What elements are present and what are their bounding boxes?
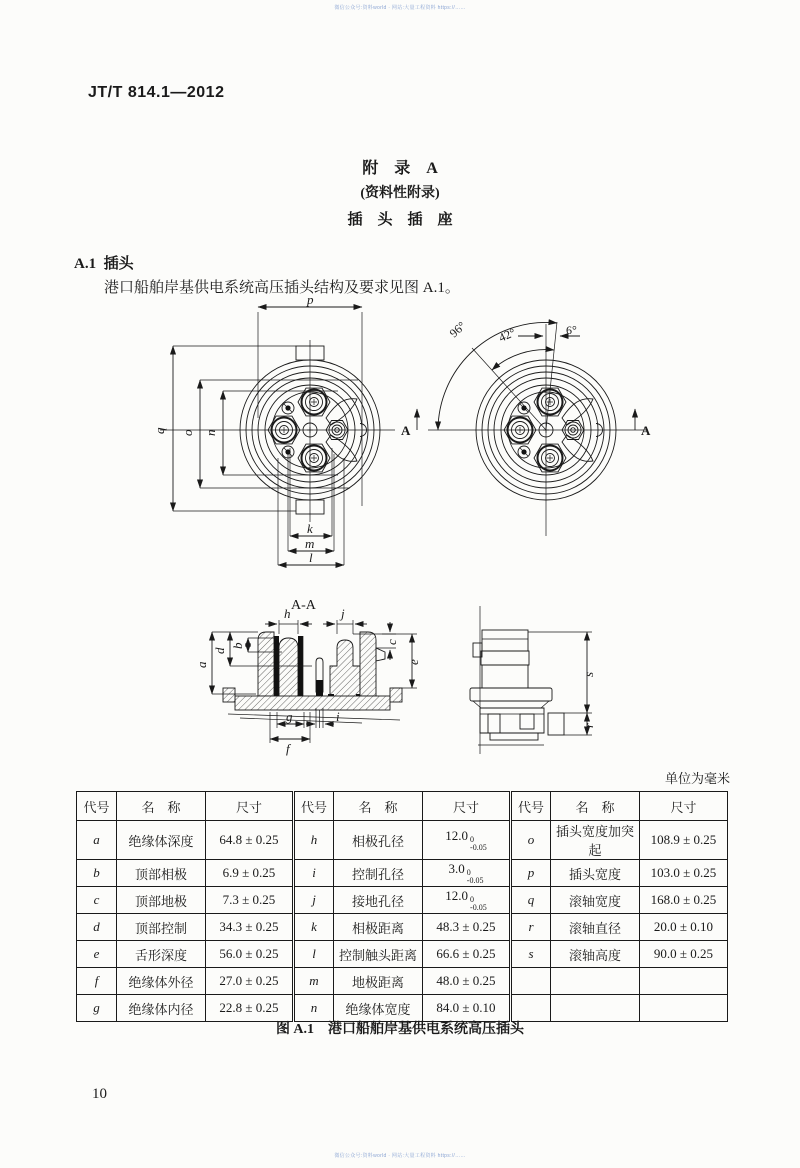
section-view-title: A-A: [291, 598, 316, 613]
dim-label-q: q: [152, 427, 167, 434]
section-body-text: 港口船舶岸基供电系统高压插头结构及要求见图 A.1。: [104, 280, 460, 296]
section-marker-a-right: A: [641, 423, 651, 438]
cell-code: s: [511, 941, 551, 968]
cell-code: m: [294, 968, 334, 995]
cell-dim: 66.6 ± 0.25: [423, 941, 511, 968]
cell-code: q: [511, 887, 551, 914]
cell-name: 顶部地极: [117, 887, 206, 914]
header-dim: 尺寸: [640, 792, 728, 821]
dim-label-j: j: [341, 606, 345, 621]
cell-name: 相极孔径: [334, 821, 423, 860]
cell-code: a: [77, 821, 117, 860]
cell-dim: 27.0 ± 0.25: [206, 968, 294, 995]
dim-label-n: n: [203, 429, 218, 436]
dimension-table: [76, 791, 728, 1022]
cell-code: c: [77, 887, 117, 914]
header-dim: 尺寸: [423, 792, 511, 821]
cell-dim: 48.3 ± 0.25: [423, 914, 511, 941]
angle-label-42: 42°: [496, 325, 518, 345]
cell-name: 控制触头距离: [334, 941, 423, 968]
cell-code: i: [294, 860, 334, 887]
appendix-title: 附 录 A: [362, 160, 438, 177]
cell-dim: 48.0 ± 0.25: [423, 968, 511, 995]
dim-label-l: l: [309, 550, 313, 565]
dim-label-f: f: [286, 741, 290, 756]
cell-dim: [640, 968, 728, 995]
cell-code: k: [294, 914, 334, 941]
cell-name: 绝缘体内径: [117, 995, 206, 1022]
cell-code: j: [294, 887, 334, 914]
cell-code: f: [77, 968, 117, 995]
cell-code: o: [511, 821, 551, 860]
watermark-bottom: 微信公众号:资料world · 网站:大量工程资料 https://……: [334, 1153, 466, 1159]
table-row: [77, 968, 728, 995]
cell-code: e: [77, 941, 117, 968]
cell-name: 舌形深度: [117, 941, 206, 968]
cell-name: 滚轴宽度: [551, 887, 640, 914]
cell-code: b: [77, 860, 117, 887]
cell-name: 插头宽度: [551, 860, 640, 887]
dim-label-e: e: [406, 659, 421, 665]
cell-code: [511, 968, 551, 995]
table-row: [77, 941, 728, 968]
front-view-right: [401, 318, 651, 536]
header-name: 名 称: [551, 792, 640, 821]
cell-dim: 12.0 0 -0.05: [423, 821, 511, 860]
cell-name: 滚轴高度: [551, 941, 640, 968]
cell-code: g: [77, 995, 117, 1022]
cell-code: r: [511, 914, 551, 941]
cell-dim: 56.0 ± 0.25: [206, 941, 294, 968]
doc-number: JT/T 814.1—2012: [88, 84, 225, 101]
header-code: 代号: [77, 792, 117, 821]
cell-name: 插头宽度加突起: [551, 821, 640, 860]
table-row: [77, 914, 728, 941]
cell-dim: 20.0 ± 0.10: [640, 914, 728, 941]
appendix-type-note: (资料性附录): [360, 186, 440, 201]
cell-name: 绝缘体宽度: [334, 995, 423, 1022]
dim-label-r: r: [581, 722, 596, 728]
page-number: 10: [92, 1086, 107, 1102]
dim-label-i: i: [336, 709, 340, 724]
dim-label-k: k: [307, 521, 313, 536]
cell-dim: 103.0 ± 0.25: [640, 860, 728, 887]
cell-dim: 90.0 ± 0.25: [640, 941, 728, 968]
section-heading: A.1 插头: [74, 256, 134, 272]
watermark-top: 微信公众号:资料world · 网站:大量工程资料 https://……: [334, 5, 466, 11]
table-row: [77, 860, 728, 887]
figure-a1-drawing: [60, 296, 740, 770]
cell-code: d: [77, 914, 117, 941]
cell-name: 顶部控制: [117, 914, 206, 941]
section-view-aa: [194, 598, 421, 756]
cell-dim: 64.8 ± 0.25: [206, 821, 294, 860]
table-row: [77, 821, 728, 860]
side-view: [470, 606, 596, 754]
dim-label-g: g: [286, 709, 293, 724]
header-name: 名 称: [117, 792, 206, 821]
angle-label-6: 6°: [566, 323, 577, 337]
cell-name: 滚轴直径: [551, 914, 640, 941]
header-code: 代号: [294, 792, 334, 821]
cell-name: 接地孔径: [334, 887, 423, 914]
section-marker-a-left: A: [401, 423, 411, 438]
header-code: 代号: [511, 792, 551, 821]
dim-label-a: a: [194, 661, 209, 668]
dim-label-h: h: [284, 606, 291, 621]
dim-label-m: m: [305, 536, 315, 551]
cell-name: 地极距离: [334, 968, 423, 995]
figure-caption: 图 A.1 港口船舶岸基供电系统高压插头: [275, 1022, 525, 1037]
cell-dim: 84.0 ± 0.10: [423, 995, 511, 1022]
appendix-subject: 插 头 插 座: [347, 212, 453, 228]
cell-dim: 108.9 ± 0.25: [640, 821, 728, 860]
cell-dim: 22.8 ± 0.25: [206, 995, 294, 1022]
dim-label-p: p: [307, 296, 314, 307]
cell-name: 绝缘体外径: [117, 968, 206, 995]
header-dim: 尺寸: [206, 792, 294, 821]
cell-name: [551, 968, 640, 995]
cell-name: 顶部相极: [117, 860, 206, 887]
cell-dim: 3.0 0 -0.05: [423, 860, 511, 887]
cell-code: l: [294, 941, 334, 968]
table-header-row: [77, 792, 728, 821]
units-note: 单位为毫米: [664, 771, 730, 786]
dim-label-d: d: [212, 647, 227, 654]
dim-label-c: c: [384, 639, 399, 645]
angle-label-96: 96°: [446, 318, 469, 341]
cell-code: h: [294, 821, 334, 860]
cell-dim: 7.3 ± 0.25: [206, 887, 294, 914]
front-view-left: [152, 296, 395, 565]
dim-label-o: o: [180, 429, 195, 436]
cell-dim: 12.0 0 -0.05: [423, 887, 511, 914]
cell-code: p: [511, 860, 551, 887]
cell-dim: 34.3 ± 0.25: [206, 914, 294, 941]
cell-dim: 6.9 ± 0.25: [206, 860, 294, 887]
cell-dim: 168.0 ± 0.25: [640, 887, 728, 914]
cell-name: 控制孔径: [334, 860, 423, 887]
cell-code: n: [294, 995, 334, 1022]
cell-name: 相极距离: [334, 914, 423, 941]
dim-label-s: s: [581, 671, 596, 677]
header-name: 名 称: [334, 792, 423, 821]
table-row: [77, 887, 728, 914]
dim-label-b: b: [230, 642, 245, 649]
cell-name: 绝缘体深度: [117, 821, 206, 860]
